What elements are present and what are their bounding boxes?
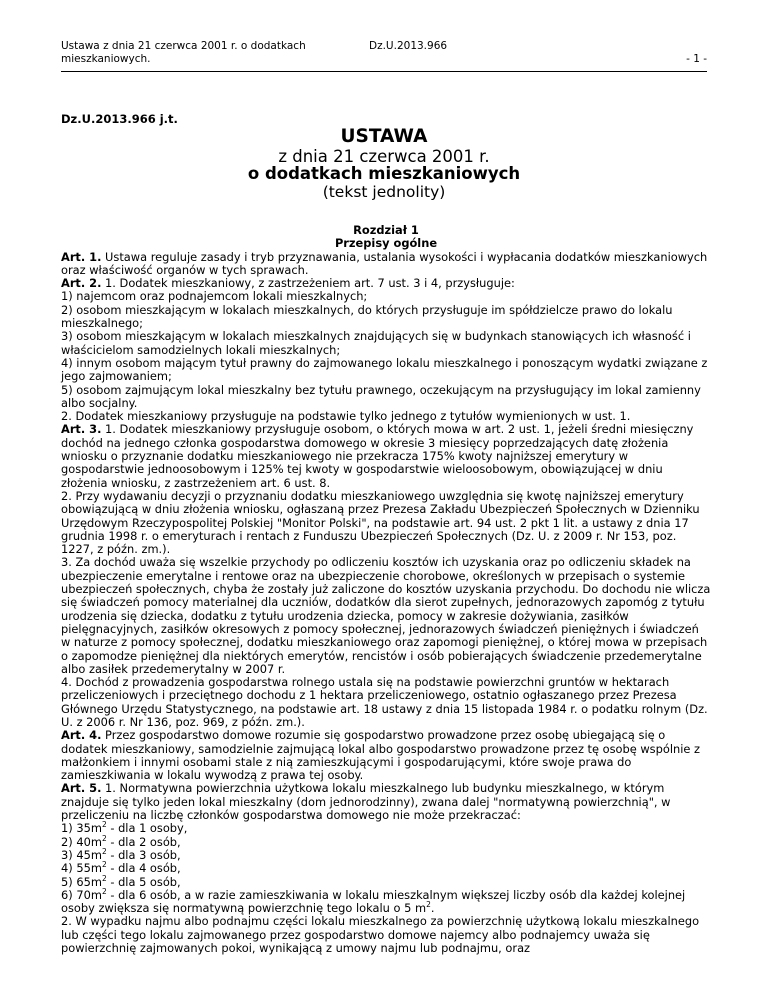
article-number: Art. 5. <box>61 781 102 796</box>
header-journal-ref: Dz.U.2013.966 <box>369 40 448 52</box>
article-number: Art. 3. <box>61 422 102 437</box>
paragraph <box>61 556 711 676</box>
paragraph <box>61 423 711 489</box>
paragraph <box>61 729 711 782</box>
superscript: 2 <box>101 860 107 870</box>
page-number: - 1 - <box>686 53 707 65</box>
paragraph-text: 4) innym osobom mającym tytuł prawny do zajmowanego lokalu mieszkalnego i ponoszącym wydatki związane z jego zajmowaniem; <box>61 355 708 384</box>
area-value: 40 <box>76 834 91 849</box>
paragraph-text: 4. Dochód z prowadzenia gospodarstwa rolnego ustala się na podstawie powierzchni gruntów w hektarach przeliczeniowych i przeciętnego dochodu z 1 hektara przeliczeniowego, ostatnio ogłaszanego przez Prezesa Głównego Urzędu Statystycznego, na podstawie art. 18 ustawy z dnia 15 listopada 1984 r. o podatku rolnym (Dz. U. z 2006 r. Nr 136, poz. 969, z późn. zm.). <box>61 675 708 729</box>
paragraph <box>61 330 711 357</box>
paragraph-text: Ustawa reguluje zasady i tryb przyznawania, ustalania wysokości i wypłacania dodatków mieszkaniowych oraz właściwość organów w tych sprawach. <box>61 249 708 277</box>
area-list-item <box>61 889 711 916</box>
paragraph: 2. W wypadku najmu albo podnajmu części lokalu mieszkalnego za powierzchnię użytkową lokalu mieszkalnego lub części tego lokalu zajmowanego przez gospodarstwo domowe najemcy albo podnajemcy uważa się powierzchnię zajmowanych pokoi, wynikającą z umowy najmu lub podnajmu, oraz <box>61 914 700 956</box>
area-list <box>61 822 711 915</box>
paragraph <box>61 304 711 331</box>
paragraph <box>61 251 711 278</box>
paragraph <box>61 676 711 729</box>
paragraph-text: 2. Przy wydawaniu decyzji o przyznaniu dodatku mieszkaniowego uwzględnia się kwotę najniższej emerytury obowiązującą w dniu złożenia wniosku, ogłaszaną przez Prezesa Zakładu Ubezpieczeń Społecznych w Dzienniku Urzędowym Rzeczypospolitej Polskiej "Monitor Polski", na podstawie art. 94 ust. 2 pkt 1 lit. a ustawy z dnia 17 grudnia 1998 r. o emeryturach i rentach z Funduszu Ubezpieczeń Społecznych (Dz. U. z 2009 r. Nr 153, poz. 1227, z późn. zm.). <box>61 488 700 557</box>
header-act-title: Ustawa z dnia 21 czerwca 2001 r. o dodatkach mieszkaniowych. <box>61 40 306 65</box>
area-list-item <box>61 833 711 849</box>
area-list-item <box>61 822 711 835</box>
area-description: - dla 2 osób, <box>106 834 181 849</box>
paragraph <box>61 410 711 423</box>
paragraph <box>61 357 711 384</box>
act-type-title: USTAWA <box>340 126 428 147</box>
paragraph-text: 1) najemcom oraz podnajemcom lokali mieszkalnych; <box>61 289 368 304</box>
area-description: - dla 5 osób, <box>106 874 181 889</box>
article-number: Art. 2. <box>61 276 102 291</box>
area-value: 55 <box>76 861 91 876</box>
list-number: 1) <box>61 821 73 836</box>
superscript: 2 <box>101 847 107 857</box>
area-unit: m <box>90 847 102 862</box>
area-description: - dla 1 osoby, <box>106 821 188 836</box>
area-value: 45 <box>76 847 91 862</box>
superscript: 2 <box>101 833 107 843</box>
paragraph <box>61 490 711 556</box>
header-divider <box>61 71 707 72</box>
area-description: - dla 4 osób, <box>106 861 181 876</box>
chapter-title: Przepisy ogólne <box>334 236 438 251</box>
paragraph <box>61 290 711 303</box>
act-subject: o dodatkach mieszkaniowych <box>247 164 521 183</box>
area-value: 65 <box>76 874 91 889</box>
paragraph-text: 3. Za dochód uważa się wszelkie przychody po odliczeniu kosztów ich uzyskania oraz po odliczeniu składek na ubezpieczenie emerytalne i rentowe oraz na ubezpieczenie chorobowe, określonych w przepisach o systemie ubezpieczeń społecznych, chyba że zostały już zaliczone do kosztów uzyskania przychodu. Do dochodu nie wlicza się świadczeń pomocy materialnej dla uczniów, dodatków dla sierot zupełnych, jednorazowych zapomóg z tytułu urodzenia się dziecka, dodatku z tytułu urodzenia dziecka, pomocy w zakresie dożywiania, zasiłków pielęgnacyjnych, zasiłków okresowych z pomocy społecznej, jednorazowych świadczeń pieniężnych i świadczeń w naturze z pomocy społecznej, dodatku mieszkaniowego oraz zapomogi pieniężnej, o której mowa w przepisach o zapomodze pieniężnej dla niektórych emerytów, rencistów i osób pobierających świadczenie przedemerytalne albo zasiłek przedemerytalny w 2007 r. <box>61 555 711 676</box>
superscript: 2 <box>426 900 431 910</box>
area-value: 70 <box>76 887 91 902</box>
chapter-number: Rozdział 1 <box>353 223 419 237</box>
paragraph <box>61 782 711 822</box>
sentence-end: . <box>430 901 435 916</box>
list-number: 6) <box>61 887 73 902</box>
area-description: - dla 3 osób, <box>106 847 181 862</box>
consolidated-text-note: (tekst jednolity) <box>322 183 446 201</box>
area-list-item <box>61 873 711 889</box>
list-number: 4) <box>61 861 73 876</box>
area-description: - dla 6 osób, a w razie zamieszkiwania w lokalu mieszkalnym większej liczby osób dla każdej kolejnej osoby zwiększa się normatywną powierzchnię tego lokalu o 5 m <box>61 887 686 916</box>
paragraph-text: 1. Dodatek mieszkaniowy przysługuje osobom, o których mowa w art. 2 ust. 1, jeżeli średni miesięczny dochód na jednego członka gospodarstwa domowego w okresie 3 miesięcy poprzedzających datę złożenia wniosku o przyznanie dodatku mieszkaniowego nie przekracza 175% kwoty najniższej emerytury w gospodarstwie jednoosobowym i 125% tej kwoty w gospodarstwie wieloosobowym, obowiązującej w dniu złożenia wniosku, z zastrzeżeniem art. 6 ust. 8. <box>61 422 694 490</box>
area-value: 35 <box>76 821 91 836</box>
paragraph-text: 2. Dodatek mieszkaniowy przysługuje na podstawie tylko jednego z tytułów wymienionych w ust. 1. <box>61 409 631 424</box>
area-unit: m <box>90 874 102 889</box>
article-number: Art. 1. <box>61 249 102 264</box>
journal-reference: Dz.U.2013.966 j.t. <box>61 112 178 126</box>
area-unit: m <box>90 834 102 849</box>
list-number: 3) <box>61 847 73 862</box>
superscript: 2 <box>101 887 107 897</box>
area-unit: m <box>90 821 102 836</box>
paragraphs <box>61 251 711 823</box>
paragraph-text: 1. Normatywna powierzchnia użytkowa lokalu mieszkalnego lub budynku mieszkalnego, w którym znajduje się tylko jeden lokal mieszkalny (dom jednorodzinny), zwana dalej "normatywną powierzchnią", w przeliczeniu na liczbę członków gospodarstwa domowego nie może przekraczać: <box>61 781 671 823</box>
paragraph <box>61 277 711 290</box>
list-number: 2) <box>61 834 73 849</box>
paragraph-text: 5) osobom zajmującym lokal mieszkalny bez tytułu prawnego, oczekującym na przysługujący im lokal zamienny albo socjalny. <box>61 382 701 410</box>
paragraph-text: 2) osobom mieszkającym w lokalach mieszkalnych, do których przysługuje im spółdzielcze prawo do lokalu mieszkalnego; <box>61 302 673 331</box>
area-unit: m <box>90 861 102 876</box>
superscript: 2 <box>101 820 107 830</box>
paragraph-text: 3) osobom mieszkającym w lokalach mieszkalnych znajdujących się w budynkach stanowiących ich własność i właścicielom samodzielnych lokali mieszkalnych; <box>61 329 691 357</box>
paragraph-text: 1. Dodatek mieszkaniowy, z zastrzeżeniem art. 7 ust. 3 i 4, przysługuje: <box>101 276 515 291</box>
paragraph <box>61 384 711 411</box>
article-number: Art. 4. <box>61 728 102 743</box>
area-unit: m <box>90 887 102 902</box>
document-body <box>61 224 711 955</box>
paragraph-text: Przez gospodarstwo domowe rozumie się gospodarstwo prowadzone przez osobę ubiegającą się o dodatek mieszkaniowy, samodzielnie zajmującą lokal albo gospodarstwo prowadzone przez tę osobę wspólnie z małżonkiem i innymi osobami stale z nią zamieszkującymi i gospodarującymi, które swoje prawa do zamieszkiwania w lokalu wywodzą z prawa tej osoby. <box>61 728 700 783</box>
area-list-item <box>61 862 711 875</box>
act-date: z dnia 21 czerwca 2001 r. <box>278 147 490 166</box>
list-number: 5) <box>61 874 73 889</box>
superscript: 2 <box>101 873 107 883</box>
